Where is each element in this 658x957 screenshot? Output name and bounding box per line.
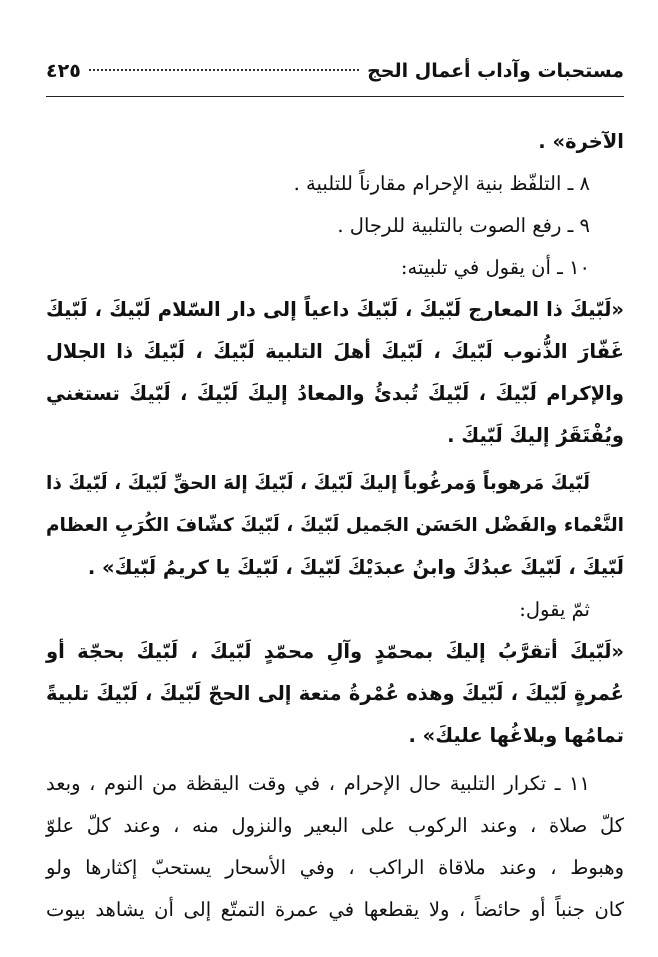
text-line: كلّ صلاة ، وعند الركوب على البعير والنزول منه ، وعند كلّ علوّ — [46, 814, 624, 837]
text-line: «لَبّيكَ ذا المعارج لَبّيكَ ، لَبّيكَ داعياً إلى دار السّلام لَبّيكَ ، لَبّيكَ — [46, 298, 624, 321]
text-line: والإكرام لَبّيكَ ، لَبّيكَ تُبدئُ والمعادُ إليكَ لَبّيكَ ، لَبّيكَ تستغني — [46, 382, 624, 405]
text-line: وهبوط ، وعند ملاقاة الراكب ، وفي الأسحار يستحبّ إكثارها ولو — [46, 856, 624, 879]
text-line: النَّعْماء والفَضْل الحَسَن الجَميل لَبّيكَ ، لَبّيكَ كشّافَ الكُرَبِ العظام — [46, 515, 624, 536]
text-line: لَبّيكَ ، لَبّيكَ عبدُكَ وابنُ عبدَيْكَ لَبّيكَ ، لَبّيكَ يا كريمُ لَبّيكَ» . — [87, 556, 624, 579]
text-line: ويُفْتَقَرُ إليكَ لَبّيكَ . — [447, 424, 624, 447]
text-line: ٩ ـ رفع الصوت بالتلبية للرجال . — [337, 214, 590, 237]
header-dot-leader — [89, 69, 359, 71]
page-number: ٤٢٥ — [46, 60, 81, 82]
header-rule — [46, 96, 624, 97]
text-line: كان جنباً أو حائضاً ، ولا يقطعها في عمرة التمتّع إلى أن يشاهد بيوت — [46, 898, 624, 921]
text-line: ثمّ يقول: — [519, 598, 590, 621]
header-title: مستحبات وآداب أعمال الحج — [367, 60, 624, 82]
text-line: ١١ ـ تكرار التلبية حال الإحرام ، في وقت اليقظة من النوم ، وبعد — [46, 772, 590, 795]
running-header — [46, 60, 624, 92]
text-line: تمامُها وبلاغُها عليكَ» . — [408, 724, 624, 747]
page-body — [46, 121, 624, 931]
text-line: ١٠ ـ أن يقول في تلبيته: — [400, 256, 590, 279]
text-line: عُمرةٍ لَبّيكَ ، لَبّيكَ وهذه عُمْرةُ متعة إلى الحجّ لَبّيكَ ، لَبّيكَ تلبيةً — [46, 682, 624, 705]
text-line: الآخرة» . — [538, 130, 624, 153]
text-line: غَفّارَ الذُّنوب لَبّيكَ ، لَبّيكَ أهلَ التلبية لَبّيكَ ، لَبّيكَ ذا الجلال — [46, 340, 624, 363]
text-line: لَبّيكَ مَرهوباً وَمرغُوباً إليكَ لَبّيكَ ، لَبّيكَ إلهَ الحقِّ لَبّيكَ ، لَبّيكَ ذا — [46, 473, 590, 494]
text-line: «لَبّيكَ أتقرَّبُ إليكَ بمحمّدٍ وآلِ محمّدٍ لَبّيكَ ، لَبّيكَ بحجّة أو — [46, 640, 624, 663]
text-line: ٨ ـ التلفّظ بنية الإحرام مقارناً للتلبية . — [293, 172, 590, 195]
